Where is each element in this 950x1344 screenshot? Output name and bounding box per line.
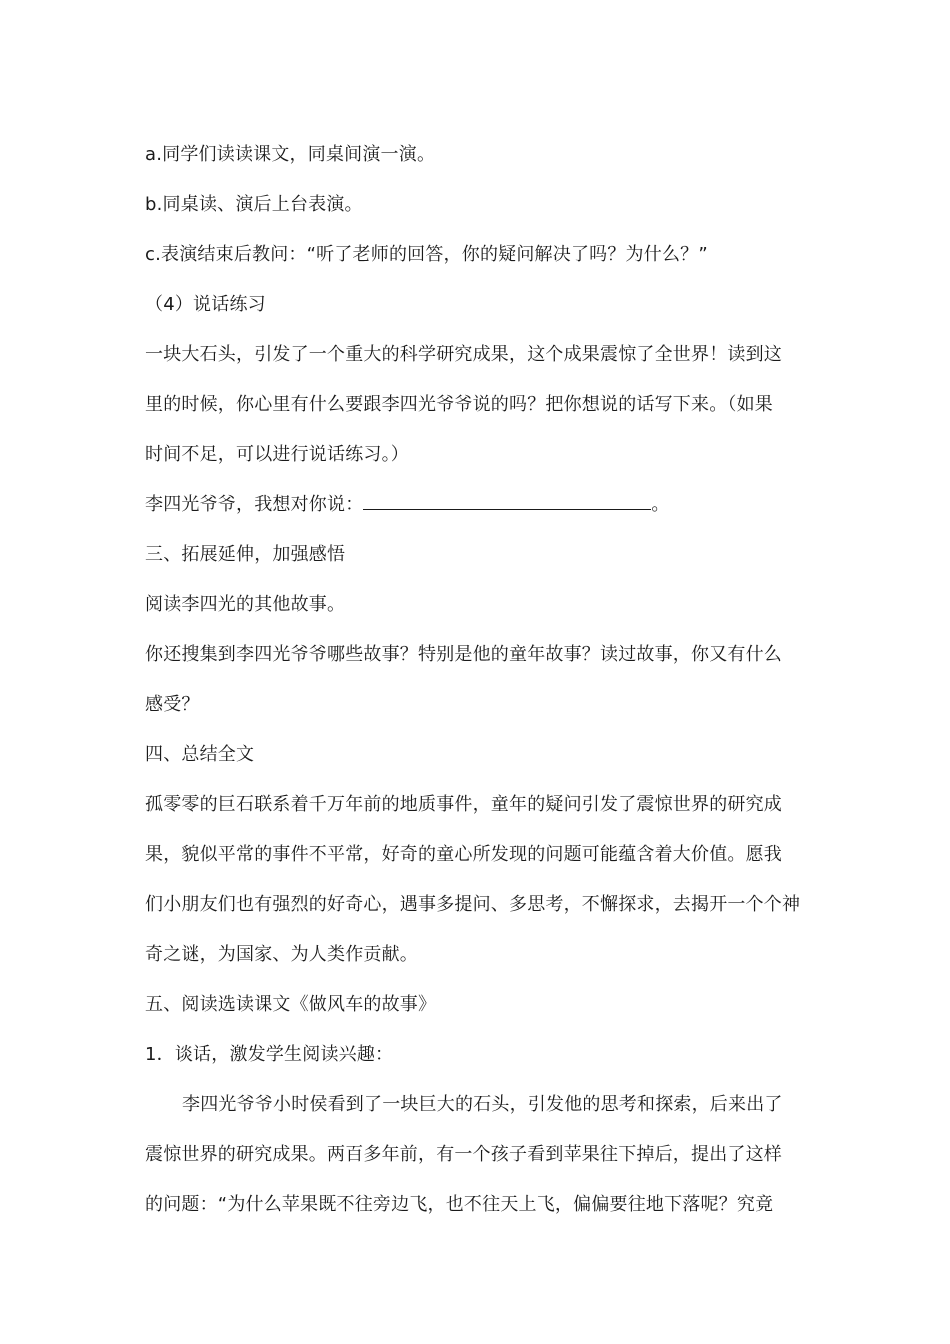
paragraph-line: 李四光爷爷小时侯看到了一块巨大的石头，引发他的思考和探索，后来出了 (182, 1094, 783, 1115)
section-subheading: 1．谈话，激发学生阅读兴趣： (145, 1044, 394, 1065)
paragraph-line: 果，貌似平常的事件不平常，好奇的童心所发现的问题可能蕴含着大价值。愿我 (145, 844, 782, 865)
section-heading: 四、总结全文 (145, 744, 255, 765)
paragraph-line: 们小朋友们也有强烈的好奇心，遇事多提问、多思考，不懈探求，去揭开一个个神 (145, 894, 801, 915)
document-body (145, 130, 810, 1230)
paragraph-line: c.表演结束后教问：“听了老师的回答，你的疑问解决了吗？为什么？” (145, 244, 708, 265)
paragraph-line: 震惊世界的研究成果。两百多年前，有一个孩子看到苹果往下掉后，提出了这样 (145, 1144, 782, 1165)
fill-in-suffix: 。 (651, 494, 670, 515)
paragraph-line: a.同学们读读课文，同桌间演一演。 (145, 144, 436, 165)
section-heading: 五、阅读选读课文《做风车的故事》 (145, 994, 437, 1015)
fill-in-line (145, 480, 810, 530)
section-heading: 三、拓展延伸，加强感悟 (145, 544, 346, 565)
section-subheading: （4）说话练习 (145, 294, 266, 315)
paragraph-line: 你还搜集到李四光爷爷哪些故事？特别是他的童年故事？读过故事，你又有什么 (145, 644, 782, 665)
fill-in-prefix: 李四光爷爷，我想对你说： (145, 494, 364, 515)
fill-in-blank (363, 493, 651, 510)
paragraph-line: 感受？ (145, 694, 200, 715)
paragraph-line: 的问题：“为什么苹果既不往旁边飞，也不往天上飞，偏偏要往地下落呢？究竟 (145, 1194, 774, 1215)
paragraph-line: 阅读李四光的其他故事。 (145, 594, 346, 615)
paragraph-line: 奇之谜，为国家、为人类作贡献。 (145, 944, 418, 965)
paragraph-line: 孤零零的巨石联系着千万年前的地质事件，童年的疑问引发了震惊世界的研究成 (145, 794, 782, 815)
paragraph-line: 时间不足，可以进行说话练习。） (145, 444, 409, 465)
paragraph-line: b.同桌读、演后上台表演。 (145, 194, 363, 215)
paragraph-line: 一块大石头，引发了一个重大的科学研究成果，这个成果震惊了全世界！读到这 (145, 344, 782, 365)
paragraph-line: 里的时候，你心里有什么要跟李四光爷爷说的吗？把你想说的话写下来。（如果 (145, 394, 773, 415)
